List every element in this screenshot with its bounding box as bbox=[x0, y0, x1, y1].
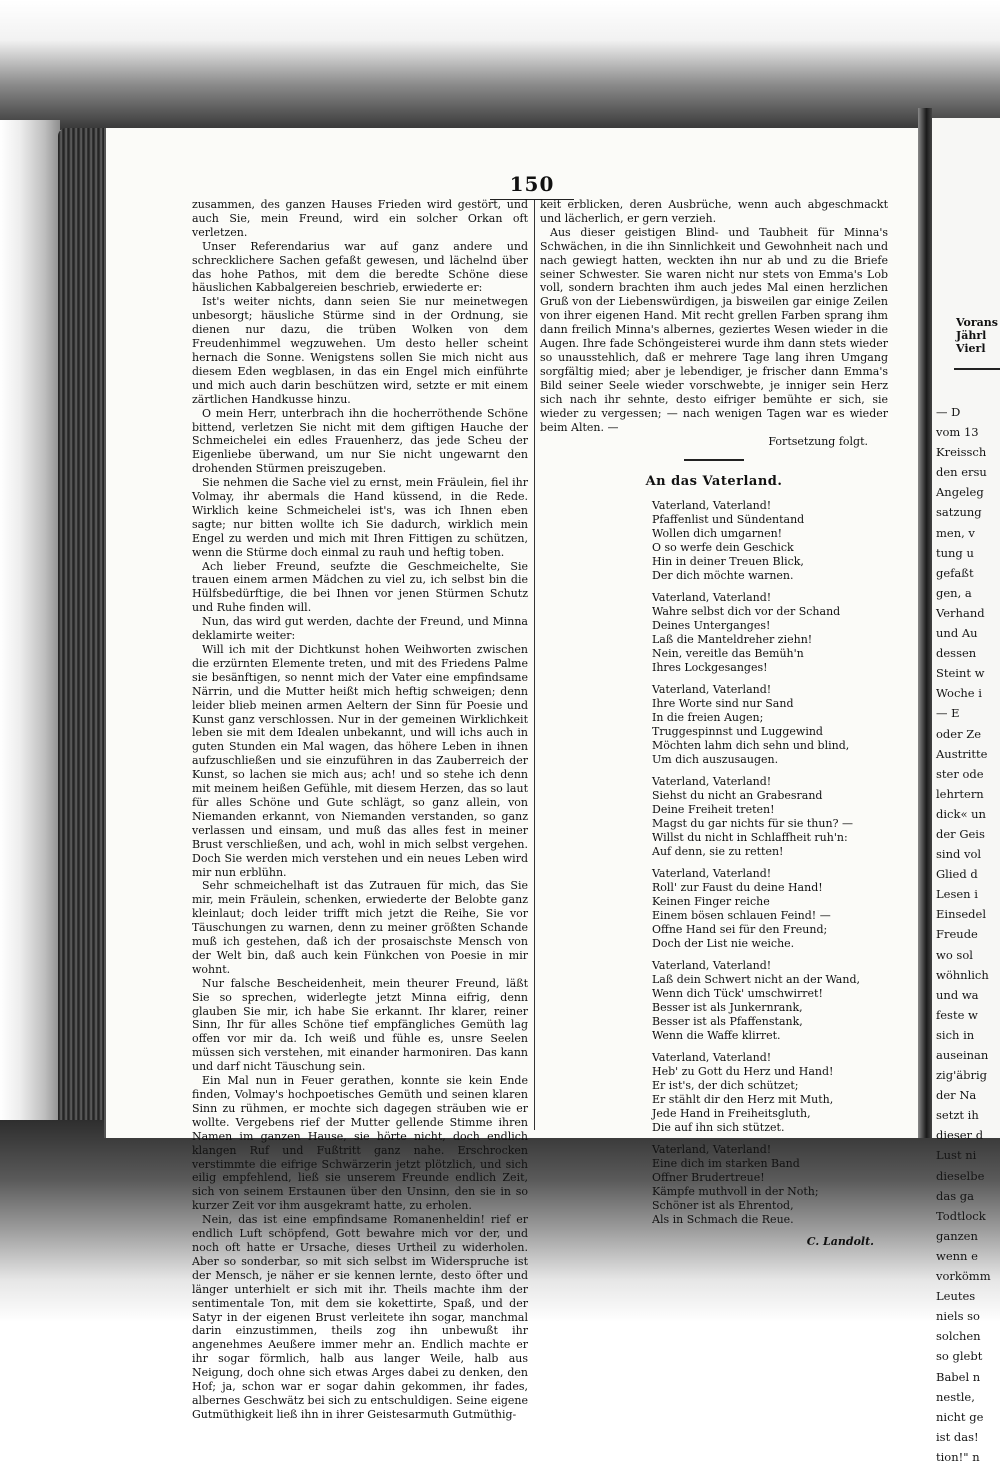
adjacent-text-line: Steint w bbox=[936, 666, 985, 681]
poem-line: Vaterland, Vaterland! bbox=[652, 591, 772, 605]
poem-stanza bbox=[652, 591, 888, 675]
paragraph: Unser Referendarius war auf ganz andere und schrecklichere Sachen gefaßt gewesen, und lächelnd über das hohe Pathos, mit dem die beredte Schöne diese häuslichen Kabbalgereien beschrieb, erwiederte er: bbox=[192, 239, 528, 295]
page-gutter-shadow bbox=[918, 108, 932, 1138]
adjacent-text-line: zig'äbrig bbox=[936, 1068, 988, 1083]
poem-line: Auf denn, sie zu retten! bbox=[652, 845, 784, 859]
adjacent-page-fragment bbox=[932, 118, 1000, 1464]
adjacent-page-header bbox=[956, 316, 998, 355]
adjacent-text-line: dieser d bbox=[936, 1128, 984, 1143]
poem-line: Keinen Finger reiche bbox=[652, 895, 770, 909]
adjacent-header-line: Vierl bbox=[956, 342, 986, 355]
paragraph: Will ich mit der Dichtkunst hohen Weihworten zwischen die erzürnten Elemente treten, und mit des Friedens Palme sie besänftigen, so nennt mich der Vater eine empfindsame Närrin, und die Mutter heißt mich heftig schweigen; denn leider blieb meinen armen Aeltern der Sinn für Poesie und Kunst ganz verschlossen. Nur in der gemeinen Wirklichkeit leben sie mit dem Idealen unbekannt, und will ichs auch in guten Stunden ein Mal wagen, das höhere Leben in ihnen aufzuschließen und sie einzuführen in das Zauberreich der Kunst, so lachen sie mich aus; ach! und so stehe ich denn mit meinem heißen Gefühle, mit diesem Herzen, das so laut für alles Schöne und Gute schlägt, so ganz allein, von Niemanden erkannt, von Niemanden verstanden, so ganz verlassen und einsam, und muß das alles fest in meiner Brust verschließen, und ach, wohl in mich selbst vergehen. Doch Sie werden mich verstehen und ein neues Leben wird mir nun erblühn. bbox=[192, 643, 528, 879]
adjacent-text-line: wo sol bbox=[936, 947, 973, 962]
paragraph: Nun, das wird gut werden, dachte der Freund, und Minna deklamirte weiter: bbox=[192, 615, 528, 643]
adjacent-text-line: Einsedel bbox=[936, 907, 987, 922]
adjacent-text-line: ganzen bbox=[936, 1228, 978, 1243]
poem-line: Vaterland, Vaterland! bbox=[652, 775, 772, 789]
poem-stanza bbox=[652, 683, 888, 767]
paragraph: Sie nehmen die Sache viel zu ernst, mein Fräulein, fiel ihr Volmay, ihr abermals die Hand küssend, in die Rede. Wirklich keine Schmeichelei ist's, was ich Ihnen eben sagte; nur bitten wollte ich Sie dadurch, wirklich mein Engel zu werden und mich mit Ihren Fittigen zu schützen, wenn die Stürme doch einmal zu rauh und heftig toben. bbox=[192, 476, 528, 559]
paragraph: zusammen, des ganzen Hauses Frieden wird gestört, und auch Sie, mein Freund, wird ein solcher Orkan oft verletzen. bbox=[192, 198, 528, 239]
poem-stanza bbox=[652, 1051, 888, 1135]
paragraph: Ist's weiter nichts, dann seien Sie nur meinetwegen unbesorgt; häusliche Stürme sind in der Ordnung, sie dienen nur dazu, die trüben Wolken von dem Freudenhimmel wegzuwehen. Um desto heller scheint hernach die Sonne. Wenigstens sollen Sie mich nicht aus diesem Eden wegblasen, in das ein Engel mich einführte und mich auch darin beschützen wird, setzte er mit einem zärtlichen Handkusse hinzu. bbox=[192, 295, 528, 406]
poem-line: Vaterland, Vaterland! bbox=[652, 959, 772, 973]
paragraph: Ach lieber Freund, seufzte die Geschmeichelte, Sie trauen einem armen Mädchen zu viel zu, ich selbst bin die Hülfsbedürftige, die bei Ihnen vor jenen Stürmen Schutz und Ruhe finden will. bbox=[192, 559, 528, 615]
poem-line: Magst du gar nichts für sie thun? — bbox=[652, 817, 853, 831]
poem-line: Laß dein Schwert nicht an der Wand, bbox=[652, 973, 860, 987]
poem-line: Heb' zu Gott du Herz und Hand! bbox=[652, 1065, 834, 1079]
adjacent-text-line: lehrtern bbox=[936, 786, 984, 801]
left-text-column bbox=[192, 198, 528, 1422]
adjacent-text-line: gefaßt bbox=[936, 565, 974, 580]
adjacent-text-line: Angeleg bbox=[936, 485, 984, 500]
paragraph: Sehr schmeichelhaft ist das Zutrauen für mich, das Sie mir, mein Fräulein, schenken, erwiederte der Belobte ganz kleinlaut; doch leider trifft mich jetzt die Reihe, Sie vor Täuschungen zu warnen, denn zu meiner größten Schande muß ich gestehen, daß ich der prosaischste Mensch von der Welt bin, daß auch kein Fünkchen von Poesie in mir wohnt. bbox=[192, 879, 528, 976]
adjacent-text-line: und Au bbox=[936, 626, 978, 641]
poem-line: Laß die Manteldreher ziehn! bbox=[652, 633, 813, 647]
poem-line: O so werfe dein Geschick bbox=[652, 541, 794, 555]
poem-line: Offne Hand sei für den Freund; bbox=[652, 923, 828, 937]
adjacent-text-line: tung u bbox=[936, 545, 974, 560]
right-text-column bbox=[540, 198, 888, 1249]
poem-line: Vaterland, Vaterland! bbox=[652, 683, 772, 697]
adjacent-header-line: Jährl bbox=[956, 329, 987, 342]
adjacent-text-line: Freude bbox=[936, 927, 978, 942]
poem-line: Vaterland, Vaterland! bbox=[652, 499, 772, 513]
adjacent-text-line: — D bbox=[936, 405, 961, 419]
poem-line: Die auf ihn sich stützet. bbox=[652, 1121, 785, 1135]
poem-line: Er ist's, der dich schützet; bbox=[652, 1079, 799, 1093]
poem-line: Um dich auszusaugen. bbox=[652, 753, 779, 767]
book-spine-shadow bbox=[0, 120, 60, 1120]
adjacent-text-line: das ga bbox=[936, 1188, 974, 1203]
adjacent-text-line: oder Ze bbox=[936, 726, 982, 741]
adjacent-text-line: men, v bbox=[936, 525, 975, 540]
adjacent-text-line: tion!" n bbox=[936, 1449, 980, 1464]
adjacent-text-line: Lust ni bbox=[936, 1148, 977, 1163]
adjacent-text-line: Lesen i bbox=[936, 887, 978, 902]
poem-line: Als in Schmach die Reue. bbox=[652, 1213, 794, 1227]
paragraph: Ein Mal nun in Feuer gerathen, konnte sie kein Ende finden, Volmay's hochpoetisches Gemüth und seinen klaren Sinn zu rühmen, er mochte sich dagegen sträuben wie er wollte. Vergebens rief der Mutter gellende Stimme ihren Namen im ganzen Hause, sie hörte nicht, doch endlich klangen Ruf und Fußtritt ganz nahe. Erschrocken verstimmte die eifrige Schwärzerin jetzt plötzlich, und sich eilig empfehlend, ließ sie unserem Freunde endlich Zeit, sich von seinem Erstaunen über den Unsinn, den sie in so kurzer Zeit vor ihm ausgekramt hatte, zu erholen. bbox=[192, 1074, 528, 1213]
poem-line: Der dich möchte warnen. bbox=[652, 569, 794, 583]
poem-line: Vaterland, Vaterland! bbox=[652, 1143, 772, 1157]
poem-line: Ihre Worte sind nur Sand bbox=[652, 697, 794, 711]
book-page-edges bbox=[58, 128, 108, 1138]
adjacent-text-line: nicht ge bbox=[936, 1409, 984, 1424]
adjacent-page-text bbox=[936, 402, 1006, 1467]
continuation-note: Fortsetzung folgt. bbox=[768, 435, 868, 449]
adjacent-text-line: dieselbe bbox=[936, 1168, 985, 1183]
poem-line: Willst du nicht in Schlaffheit ruh'n: bbox=[652, 831, 848, 845]
adjacent-text-line: so glebt bbox=[936, 1349, 983, 1364]
adjacent-text-line: gen, a bbox=[936, 585, 972, 600]
paragraph: keit erblicken, deren Ausbrüche, wenn auch abgeschmackt und lächerlich, er gern verzieh. bbox=[540, 198, 888, 225]
adjacent-text-line: Verhand bbox=[936, 605, 985, 620]
poem-line: Er stählt dir den Herz mit Muth, bbox=[652, 1093, 834, 1107]
poem-line: Besser ist als Junkernrank, bbox=[652, 1001, 803, 1015]
adjacent-text-line: nestle, bbox=[936, 1389, 975, 1404]
poem-line: In die freien Augen; bbox=[652, 711, 764, 725]
poem-line: Wahre selbst dich vor der Schand bbox=[652, 605, 841, 619]
adjacent-text-line: Babel n bbox=[936, 1369, 981, 1384]
adjacent-text-line: ster ode bbox=[936, 766, 984, 781]
poem-stanza bbox=[652, 1143, 888, 1227]
poem-line: Einem bösen schlauen Feind! — bbox=[652, 909, 831, 923]
paragraph: Nein, das ist eine empfindsame Romanenheldin! rief er endlich Luft schöpfend, Gott bewahre mich vor der, und noch oft hatte er Ursache, dieses Urtheil zu widerholen. Aber so sonderbar, so mit sich selbst im Widerspruche ist der Mensch, je näher er sie kennen lernte, desto öfter und länger unterhielt er sich mit ihr. Theils machte ihm der sentimentale Ton, mit dem sie kokettirte, Spaß, und der Satyr in der eigenen Brust verleitete ihn sogar, manchmal darin einzustimmen, theils zog ihn unbewußt ihr angenehmes Aeußere immer mehr an. Endlich machte er ihr sogar förmlich, halb aus langer Weile, halb aus Neigung, doch ohne sich etwas Arges dabei zu denken, den Hof; ja, schon war er sogar dahin gekommen, ihr fades, albernes Geschwätz bei sich zu entschuldigen. Seine eigene Gutmüthigkeit ließ ihn in ihrer Geistesarmuth Gutmüthig- bbox=[192, 1213, 528, 1421]
poem-line: Offner Brudertreue! bbox=[652, 1171, 765, 1185]
poem-body bbox=[540, 499, 888, 1227]
column-divider bbox=[534, 200, 535, 1130]
poem-line: Wollen dich umgarnen! bbox=[652, 527, 783, 541]
adjacent-text-line: sind vol bbox=[936, 847, 982, 862]
poem-stanza bbox=[652, 499, 888, 583]
adjacent-page-rule bbox=[954, 368, 1000, 370]
adjacent-text-line: Leutes bbox=[936, 1289, 976, 1304]
poem-line: Nein, vereitle das Bemüh'n bbox=[652, 647, 804, 661]
poem-line: Deines Unterganges! bbox=[652, 619, 771, 633]
poem-line: Kämpfe muthvoll in der Noth; bbox=[652, 1185, 819, 1199]
poem-line: Besser ist als Pfaffenstank, bbox=[652, 1015, 803, 1029]
adjacent-text-line: dick« un bbox=[936, 806, 986, 821]
page-number: 150 bbox=[509, 172, 555, 196]
poem-line: Hin in deiner Treuen Blick, bbox=[652, 555, 804, 569]
poem-stanza bbox=[652, 867, 888, 951]
poem-line: Schöner ist als Ehrentod, bbox=[652, 1199, 794, 1213]
adjacent-text-line: setzt ih bbox=[936, 1108, 979, 1123]
paragraph: Aus dieser geistigen Blind- und Taubheit für Minna's Schwächen, in die ihn Sinnlichkeit und Gewohnheit nach und nach gewiegt hatten, weckten ihn nur ab und zu die Briefe seiner Schwester. Sie waren nicht nur stets von Emma's Lob voll, sondern brachten ihm auch jedes Mal einen herzlichen Gruß von der Liebenswürdigen, ja bisweilen gar einige Zeilen von ihrer eigenen Hand. Mit recht grellen Farben sprang ihm dann freilich Minna's albernes, geziertes Wesen wieder in die Augen. Ihre fade Schöngeisterei wurde ihm dann stets wieder so unausstehlich, daß er mehrere Tage lang ihren Umgang sorgfältig mied; aber je lebendiger, je frischer dann Emma's Bild seiner Seele wieder vorschwebte, je inniger sein Herz sich nach ihr sehnte, desto eifriger bemühte er sich, sie wieder zu vergessen; — nach wenigen Tagen war es wieder beim Alten. — bbox=[540, 225, 888, 434]
adjacent-text-line: sich in bbox=[936, 1027, 975, 1042]
poem-line: Pfaffenlist und Sündentand bbox=[652, 513, 805, 527]
poem-line: Möchten lahm dich sehn und blind, bbox=[652, 739, 850, 753]
paragraph: Nur falsche Bescheidenheit, mein theurer Freund, läßt Sie so sprechen, widerlegte jetzt Minna eifrig, denn glauben Sie mir, ich habe Sie erkannt. Ihr klarer, reiner Sinn, Ihr für alles Schöne tief empfängliches Gemüth lag offen vor mir da. Ich weiß und fühle es, unsre Seelen müssen sich verstehen, mit einander harmoniren. Das kann und darf nicht Täuschung sein. bbox=[192, 976, 528, 1074]
adjacent-text-line: den ersu bbox=[936, 465, 987, 480]
adjacent-text-line: solchen bbox=[936, 1329, 981, 1344]
section-rule bbox=[684, 459, 744, 461]
adjacent-text-line: vorkömm bbox=[936, 1269, 991, 1284]
adjacent-text-line: Kreissch bbox=[936, 445, 987, 460]
poem-line: Doch der List nie weiche. bbox=[652, 937, 795, 951]
adjacent-text-line: Austritte bbox=[936, 746, 988, 761]
adjacent-text-line: dessen bbox=[936, 646, 977, 661]
adjacent-text-line: Todtlock bbox=[936, 1208, 986, 1223]
poem-line: Wenn die Waffe klirret. bbox=[652, 1029, 781, 1043]
poem-line: Wenn dich Tück' umschwirret! bbox=[652, 987, 823, 1001]
poem-line: Vaterland, Vaterland! bbox=[652, 1051, 772, 1065]
adjacent-text-line: und wa bbox=[936, 987, 979, 1002]
story-continuation bbox=[540, 198, 888, 434]
poem-author: C. Landolt. bbox=[806, 1235, 874, 1249]
adjacent-text-line: wöhnlich bbox=[936, 967, 989, 982]
adjacent-text-line: satzung bbox=[936, 505, 982, 520]
poem-line: Eine dich im starken Band bbox=[652, 1157, 800, 1171]
poem-title: An das Vaterland. bbox=[645, 474, 783, 490]
adjacent-text-line: auseinan bbox=[936, 1048, 989, 1062]
adjacent-text-line: ist das! bbox=[936, 1429, 979, 1444]
poem-stanza bbox=[652, 775, 888, 859]
adjacent-text-line: — E bbox=[936, 706, 960, 721]
adjacent-text-line: niels so bbox=[936, 1309, 980, 1324]
poem-stanza bbox=[652, 959, 888, 1043]
poem-line: Vaterland, Vaterland! bbox=[652, 867, 772, 881]
book-page bbox=[104, 128, 922, 1421]
scan-background-top bbox=[0, 0, 1000, 130]
adjacent-header-line: Vorans bbox=[956, 316, 998, 329]
paragraph: O mein Herr, unterbrach ihn die hocherröthende Schöne bittend, verletzen Sie nicht mit dem giftigen Hauche der Schmeichelei ein edles Frauenherz, das jede Scheu der Eigenliebe überwand, um nur Sie nicht ungewarnt den drohenden Stürmen preiszugeben. bbox=[192, 406, 528, 476]
poem-line: Siehst du nicht an Grabesrand bbox=[652, 789, 823, 803]
poem-line: Truggespinnst und Luggewind bbox=[652, 725, 823, 739]
poem-line: Deine Freiheit treten! bbox=[652, 803, 775, 817]
poem-line: Jede Hand in Freiheitsgluth, bbox=[652, 1107, 811, 1121]
adjacent-text-line: Glied d bbox=[936, 867, 978, 882]
adjacent-text-line: vom 13 bbox=[936, 425, 979, 440]
adjacent-text-line: der Geis bbox=[936, 826, 985, 841]
adjacent-text-line: der Na bbox=[936, 1088, 977, 1103]
poem-line: Roll' zur Faust du deine Hand! bbox=[652, 881, 823, 895]
adjacent-text-line: Woche i bbox=[936, 686, 982, 701]
adjacent-text-line: wenn e bbox=[936, 1248, 978, 1263]
poem-line: Ihres Lockgesanges! bbox=[652, 661, 768, 675]
adjacent-text-line: feste w bbox=[936, 1007, 978, 1022]
